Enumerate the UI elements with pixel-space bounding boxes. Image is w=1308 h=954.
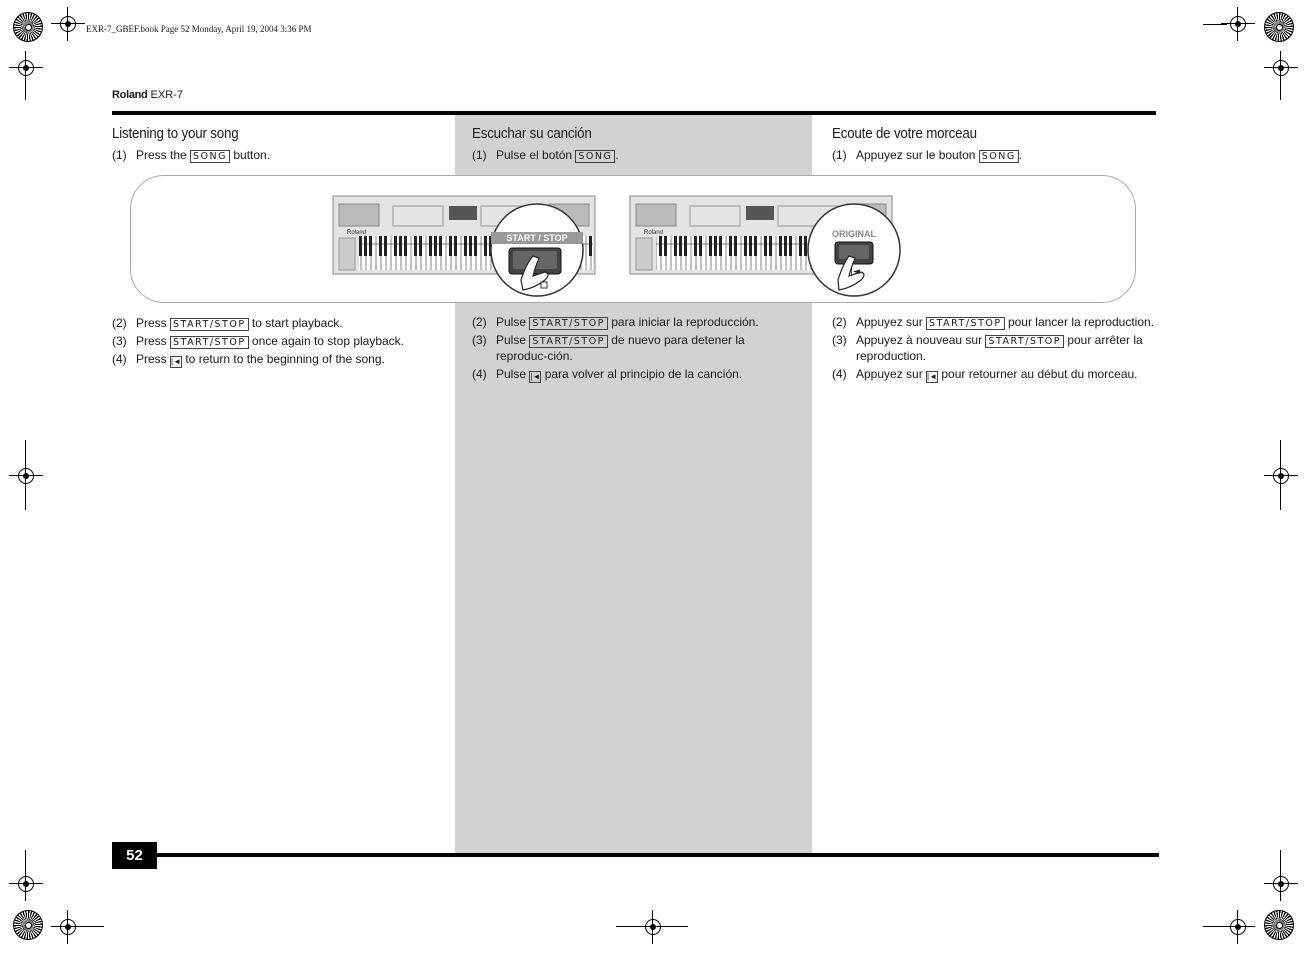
step-1: (1) Press the SONG button. <box>112 148 271 162</box>
crop-mark <box>1270 873 1292 895</box>
trim-line <box>1280 440 1281 464</box>
crop-mark <box>1227 916 1249 938</box>
trim-line <box>1280 76 1281 100</box>
column-spanish <box>472 126 802 165</box>
trim-line <box>1280 850 1281 872</box>
song-key: SONG <box>979 150 1019 163</box>
keyboard-illustration <box>131 176 1137 304</box>
column-french <box>832 126 1156 165</box>
crop-mark <box>15 465 37 487</box>
rewind-icon: |◄ <box>530 372 541 381</box>
registration-sunburst-bottom-right <box>1264 910 1294 940</box>
keyboard-brand: Roland <box>347 230 367 236</box>
trim-line <box>1203 24 1227 25</box>
crop-mark <box>57 13 79 35</box>
trim-line <box>80 926 104 927</box>
start-stop-key: START/STOP <box>170 318 249 331</box>
crop-mark <box>15 873 37 895</box>
start-stop-callout <box>491 204 583 296</box>
bottom-rule <box>112 853 1159 857</box>
section-title: Ecoute de votre morceau <box>832 126 977 142</box>
registration-sunburst-top-left <box>13 12 43 42</box>
keyboard-brand: Roland <box>644 230 664 236</box>
step-3: (3) Appuyez à nouveau sur START/STOP pour arrêter la reproduction. <box>832 333 1143 363</box>
registration-sunburst-top-right <box>1264 12 1294 42</box>
start-stop-key: START/STOP <box>926 317 1005 330</box>
step-4: (4) Press |◄ to return to the beginning of the song. <box>112 352 385 366</box>
step-2: (2) Pulse START/STOP para iniciar la reproducción. <box>472 315 759 329</box>
trim-line <box>1203 926 1227 927</box>
song-key: SONG <box>575 150 615 163</box>
original-callout <box>808 204 900 296</box>
steps-french <box>832 314 1156 385</box>
start-stop-label: START / STOP <box>506 233 568 243</box>
crop-mark <box>1270 465 1292 487</box>
trim-line <box>616 926 640 927</box>
section-title: Listening to your song <box>112 126 239 142</box>
step-1: (1) Appuyez sur le bouton SONG . <box>832 148 1023 162</box>
trim-line <box>25 440 26 464</box>
page-header <box>112 89 183 101</box>
step-3: (3) Pulse START/STOP de nuevo para detener la reproduc-ción. <box>472 333 745 363</box>
original-label: ORIGINAL <box>832 229 876 239</box>
crop-mark <box>1270 57 1292 79</box>
column-english <box>112 126 452 165</box>
crop-mark <box>57 916 79 938</box>
start-stop-key: START/STOP <box>529 317 608 330</box>
keyboard-illustration-panel <box>130 175 1136 303</box>
model-name: EXR-7 <box>150 89 183 101</box>
registration-sunburst-bottom-left <box>13 910 43 940</box>
brand-logo: Roland <box>112 89 148 101</box>
file-info: EXR-7_GBEF.book Page 52 Monday, April 19, 2004 3:36 PM <box>86 24 312 34</box>
step-4: (4) Pulse |◄ para volver al principio de la canción. <box>472 367 743 381</box>
steps-spanish <box>472 314 797 385</box>
trim-line <box>664 926 688 927</box>
song-key: SONG <box>190 150 230 163</box>
step-2: (2) Press START/STOP to start playback. <box>112 316 343 330</box>
start-stop-key: START/STOP <box>529 335 608 348</box>
page-number: 52 <box>112 842 157 869</box>
trim-line <box>25 488 26 510</box>
section-title: Escuchar su canción <box>472 126 592 142</box>
rewind-icon: |◄ <box>850 267 860 277</box>
crop-mark <box>15 57 37 79</box>
trim-line <box>25 850 26 872</box>
rewind-icon: |◄ <box>171 357 182 366</box>
step-4: (4) Appuyez sur |◄ pour retourner au début du morceau. <box>832 367 1138 381</box>
start-stop-key: START/STOP <box>985 335 1064 348</box>
step-1: (1) Pulse el botón SONG . <box>472 148 619 162</box>
trim-line <box>25 76 26 100</box>
rewind-icon: |◄ <box>927 372 938 381</box>
step-3: (3) Press START/STOP once again to stop playback. <box>112 334 405 348</box>
trim-line <box>1280 488 1281 510</box>
steps-english <box>112 315 452 370</box>
crop-mark <box>1227 13 1249 35</box>
crop-mark <box>642 916 664 938</box>
start-stop-key: START/STOP <box>170 336 249 349</box>
step-2: (2) Appuyez sur START/STOP pour lancer la reproduction. <box>832 315 1155 329</box>
